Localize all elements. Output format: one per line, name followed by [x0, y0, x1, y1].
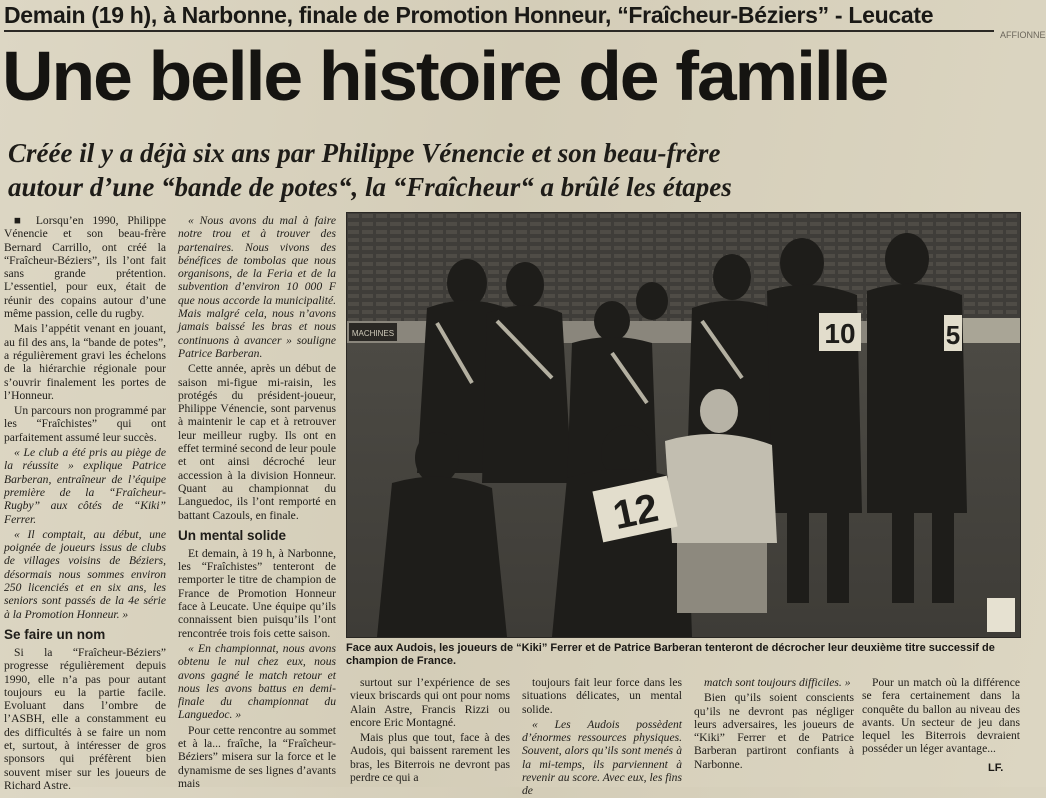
adjacent-article-fragment: AFFIONNE: [1000, 30, 1046, 40]
article-column-3: [350, 676, 510, 787]
paragraph: toujours fait leur force dans les situations délicates, un mental solide.: [522, 676, 682, 716]
quote-paragraph: « Il comptait, au début, une poignée de joueurs issus de clubs de villages voisins de Béziers, désormais nous sommes environ 250 licenciés et en six ans, les seniors sont passés de la 4e série à la Promotion Honneur. »: [4, 527, 166, 621]
stadium-banner-text: MACHINES: [351, 329, 395, 338]
water-bottle: [987, 598, 1015, 632]
kicker-headline: Demain (19 h), à Narbonne, finale de Promotion Honneur, “Fraîcheur-Béziers” - Leucate: [4, 0, 994, 32]
jersey-number-10: [819, 313, 861, 351]
paragraph: ■ Lorsqu’en 1990, Philippe Vénencie et son beau-frère Bernard Carrillo, ont créé la “Fraîcheur-Béziers”, ils l’ont fait sans grande prétention. L’essentiel, pour eux, était de réunir des copains autour d’une même passion, celle du rugby.: [4, 214, 166, 321]
main-headline: Une belle histoire de famille: [2, 37, 888, 115]
quote-paragraph: « Les Audois possèdent d’énormes ressources physiques. Souvent, alors qu’ils sont menés à la mi-temps, ils parviennent à revenir au score. Avec eux, les fins de: [522, 717, 682, 798]
article-column-4: [522, 676, 682, 798]
team-huddle-photo: [346, 212, 1021, 638]
subheadline-line-1: Créée il y a déjà six ans par Philippe Vénencie et son beau-frère: [8, 138, 721, 168]
jersey-number-5: [944, 315, 962, 351]
paragraph: Pour un match où la différence se fera certainement dans la conquête du ballon au niveau des avants. Un secteur de jeu dans lequel les Biterrois devraient posséder un léger avantage...: [862, 676, 1020, 756]
subheadline-line-2: autour d’une “bande de potes“, la “Fraîcheur“ a brûlé les étapes: [8, 172, 732, 202]
article-column-1: [4, 214, 166, 792]
author-signature: LF.: [988, 762, 1004, 774]
paragraph: Mais plus que tout, face à des Audois, qui baissent rarement les bras, les Biterrois ne devront pas perdre ce qui a: [350, 731, 510, 785]
paragraph: Et demain, à 19 h, à Narbonne, les “Fraîchistes” tenteront de remporter le titre de champion de France de Promotion Honneur face à Leucate. Une équipe qu’ils connaissent bien puisqu’ils l’ont rencontrée trois fois cette saison.: [178, 546, 336, 640]
quote-paragraph: « En championnat, nous avons obtenu le nul chez eux, nous avons gagné le match retour et nous les avons battus en demi-finale du championnat du Languedoc. »: [178, 641, 336, 722]
quote-paragraph: « Nous avons du mal à faire notre trou et à trouver des partenaires. Nous vivons des bénéfices de tombolas que nous organisons, de la Feria et de la subvention d’environ 10 000 F que nous accorde la municipalité. Mais malgré cela, nous n’avons jamais baissé les bras et nous continuons à avancer » souligne Patrice Barberan.: [178, 214, 336, 360]
article-column-2: [178, 214, 336, 790]
svg-text:10: 10: [824, 318, 856, 349]
quote-paragraph: match sont toujours difficiles. »: [704, 676, 851, 689]
photo-illustration: [347, 213, 1020, 637]
photo-caption: Face aux Audois, les joueurs de “Kiki” Ferrer et de Patrice Barberan tenteront de décrocher leur deuxième titre successif de champion de France.: [346, 642, 995, 667]
paragraph: Si la “Fraîcheur-Béziers” progresse régulièrement depuis 1990, elle n’a pas pour autant toujours eu la partie facile. Evoluant dans l’ombre de l’ASBH, elle a constamment eu des difficultés à se faire un nom et, surtout, à intéresser de gros sponsors qui préfèrent bien souvent miser sur les joueurs de Richard Astre.: [4, 645, 166, 792]
paragraph: Bien qu’ils soient conscients qu’ils ne devront pas négliger leurs adversaires, les joueurs de “Kiki” Ferrer et de Patrice Barberan partiront confiants à Narbonne.: [694, 691, 854, 771]
paragraph: Pour cette rencontre au sommet et à la... fraîche, la “Fraîcheur-Béziers” misera sur la force et le dynamisme de ses lignes d’avants mais: [178, 723, 336, 790]
svg-text:5: 5: [945, 320, 961, 350]
section-heading-un-mental-solide: Un mental solide: [178, 527, 287, 543]
paragraph: surtout sur l’expérience de ses vieux briscards qui ont pour noms Alain Astre, Francis Rizzi ou encore Eric Montagné.: [350, 676, 510, 729]
quote-paragraph: « Le club a été pris au piège de la réussite » explique Patrice Barberan, entraîneur de l’équipe première de la “Fraîcheur-Rugby” aux côtés de “Kiki” Ferrer.: [4, 446, 166, 526]
section-heading-se-faire-un-nom: Se faire un nom: [4, 626, 106, 642]
article-column-5: [694, 676, 854, 787]
svg-text:12: 12: [609, 485, 662, 539]
paragraph: Un parcours non programmé par les “Fraîchistes” qui ont parfaitement assumé leur succès.: [4, 404, 166, 444]
paragraph: Mais l’appétit venant en jouant, au fil des ans, la “bande de potes”, a régulièrement gravi les échelons de la hiérarchie régionale pour s’ouvrir finalement les portes de l’Honneur.: [4, 322, 166, 402]
paragraph: Cette année, après un début de saison mi-figue mi-raisin, les protégés du président-joueur, Philippe Vénencie, sont parvenus à maintenir le cap et à retrouver leur meilleur rugby. Ils ont en effet terminé second de leur poule et ont ainsi décroché leur accession à la division Honneur. Quant au championnat du Languedoc, ils l’ont remporté en battant Cazouls, en finale.: [178, 362, 336, 522]
